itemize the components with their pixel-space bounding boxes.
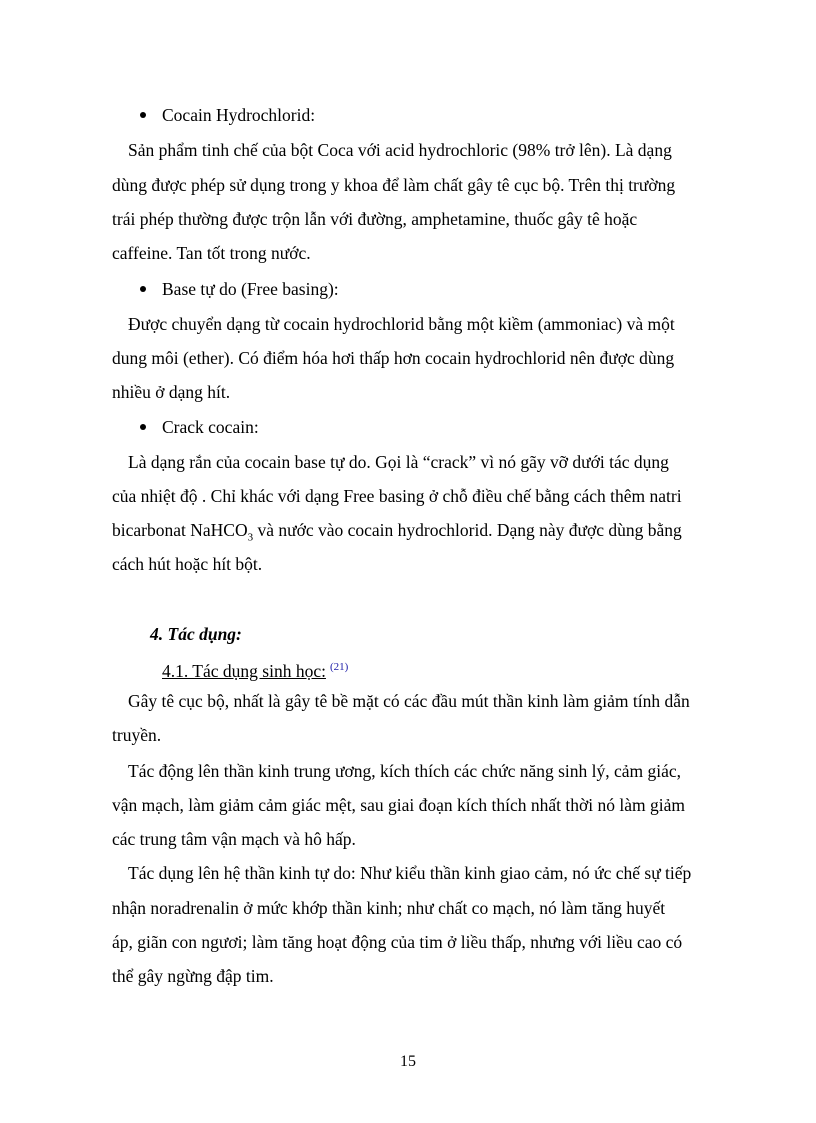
bullet-dot-icon: [140, 112, 146, 118]
page-number: 15: [400, 1053, 416, 1070]
formula-text: bicarbonat NaHCO: [112, 520, 248, 540]
subsection-heading: [162, 656, 348, 682]
paragraph-line: của nhiệt độ . Chỉ khác với dạng Free basing ở chỗ điều chế bằng cách thêm natri: [112, 486, 682, 506]
bullet-label: Cocain Hydrochlorid:: [162, 105, 316, 125]
formula-subscript: 3: [247, 531, 254, 544]
paragraph-line: trái phép thường được trộn lẫn với đường, amphetamine, thuốc gây tê hoặc: [112, 209, 638, 229]
bullet-crack-cocain: [140, 416, 259, 438]
paragraph-line: Tác dụng lên hệ thần kinh tự do: Như kiểu thần kinh giao cảm, nó ức chế sự tiếp: [128, 863, 692, 883]
paragraph-line: các trung tâm vận mạch và hô hấp.: [112, 829, 356, 849]
paragraph-line: Tác động lên thần kinh trung ương, kích thích các chức năng sinh lý, cảm giác,: [128, 761, 682, 781]
bullet-dot-icon: [140, 424, 146, 430]
paragraph-line: vận mạch, làm giảm cảm giác mệt, sau giai đoạn kích thích nhất thời nó làm giảm: [112, 795, 685, 815]
paragraph-line: nhận noradrenalin ở mức khớp thần kinh; như chất co mạch, nó làm tăng huyết: [112, 898, 666, 918]
paragraph-line: Là dạng rắn của cocain base tự do. Gọi là “crack” vì nó gãy vỡ dưới tác dụng: [128, 452, 669, 472]
paragraph-line: cách hút hoặc hít bột.: [112, 554, 263, 574]
subsection-title: 4.1. Tác dụng sinh học:: [162, 660, 326, 681]
bullet-free-base: [140, 278, 339, 300]
paragraph-line: thể gây ngừng đập tim.: [112, 966, 274, 986]
section-heading: 4. Tác dụng:: [150, 624, 242, 644]
paragraph-line: truyền.: [112, 725, 162, 745]
paragraph-line: Được chuyển dạng từ cocain hydrochlorid bằng một kiềm (ammoniac) và một: [128, 314, 675, 334]
bullet-label: Base tự do (Free basing):: [162, 279, 339, 299]
formula-continuation: và nước vào cocain hydrochlorid. Dạng này được dùng bằng: [253, 520, 682, 540]
paragraph-line: [112, 519, 682, 549]
paragraph-line: nhiều ở dạng hít.: [112, 382, 231, 402]
paragraph-line: dung môi (ether). Có điểm hóa hơi thấp hơn cocain hydrochlorid nên được dùng: [112, 348, 675, 368]
reference-link[interactable]: (21): [329, 661, 349, 673]
bullet-cocain-hydrochlorid: [140, 104, 315, 126]
bullet-label: Crack cocain:: [162, 417, 259, 437]
paragraph-line: Gây tê cục bộ, nhất là gây tê bề mặt có các đầu mút thần kinh làm giảm tính dẫn: [128, 691, 690, 711]
paragraph-line: caffeine. Tan tốt trong nước.: [112, 243, 311, 263]
paragraph-line: áp, giãn con ngươi; làm tăng hoạt động của tim ở liều thấp, nhưng với liều cao có: [112, 932, 683, 952]
paragraph-line: dùng được phép sử dụng trong y khoa để làm chất gây tê cục bộ. Trên thị trường: [112, 175, 676, 195]
paragraph-line: Sản phẩm tinh chế của bột Coca với acid hydrochloric (98% trở lên). Là dạng: [128, 140, 672, 160]
bullet-dot-icon: [140, 286, 146, 292]
